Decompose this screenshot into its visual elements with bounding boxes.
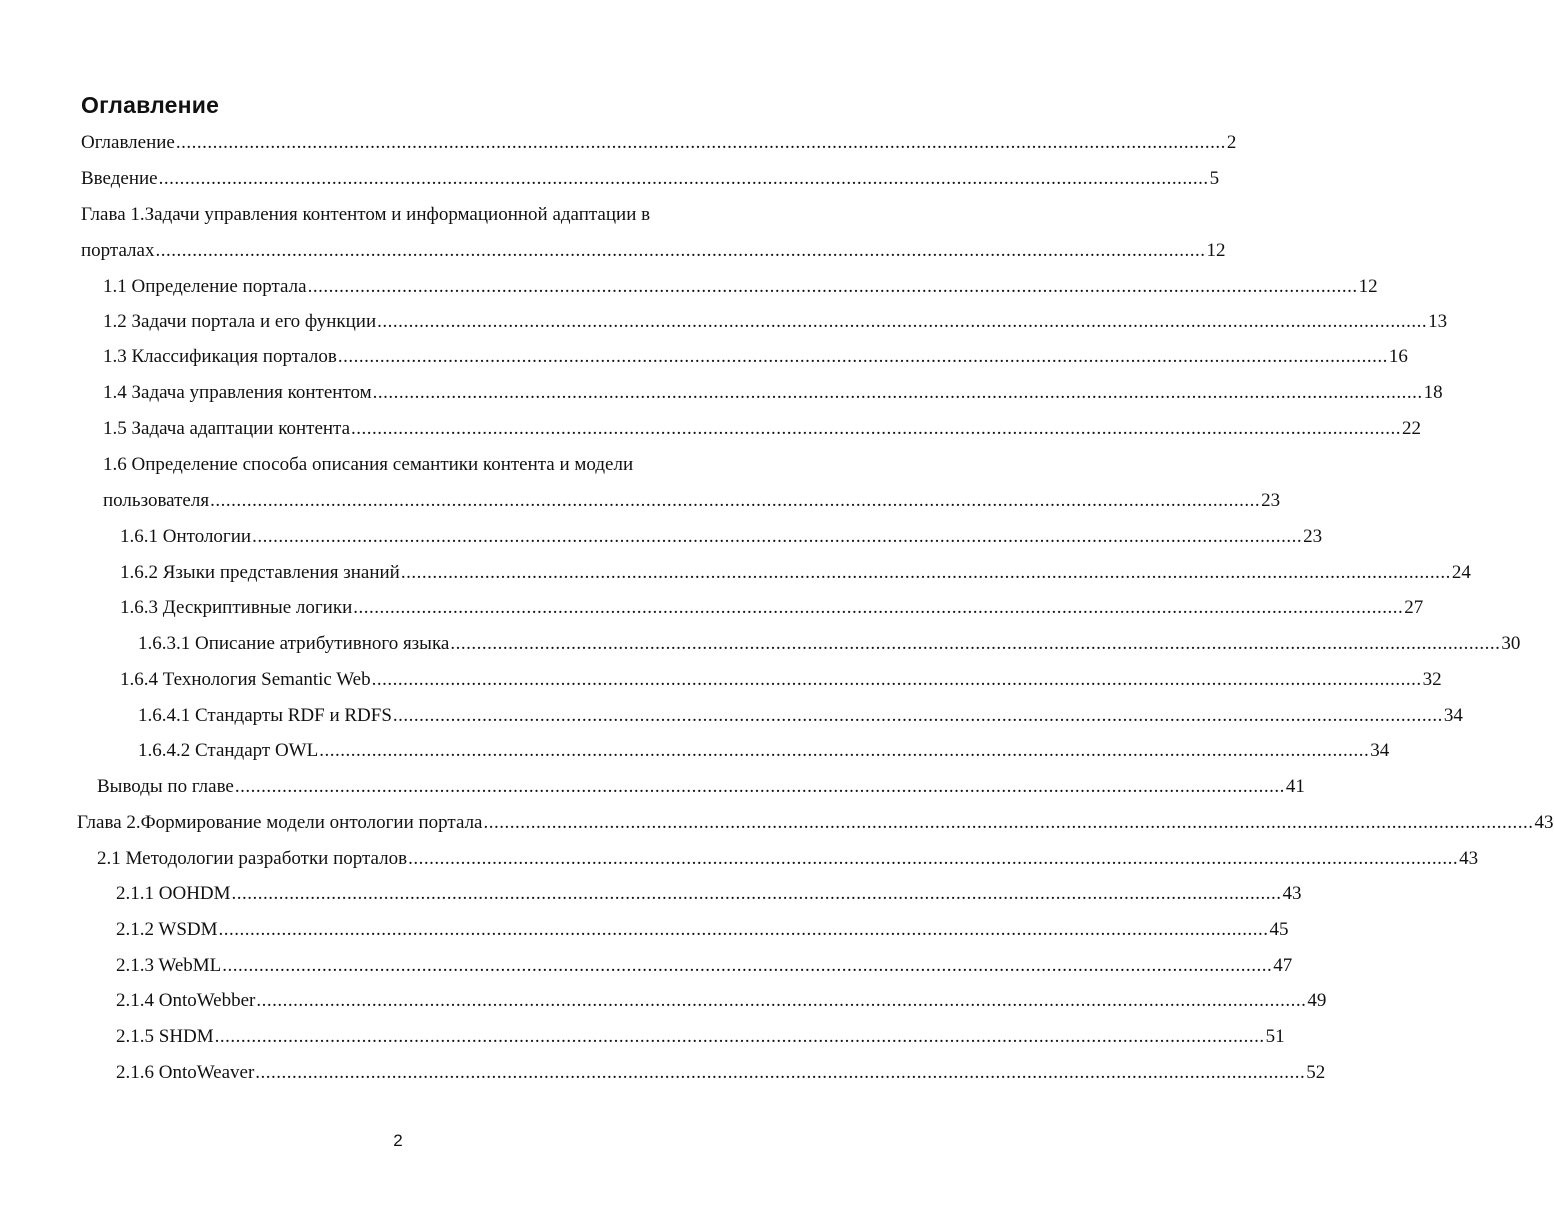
dot-leader: ........................................................................................................................................................................................................ [256, 990, 1307, 1011]
toc-entry-wrap-line: Глава 1.Задачи управления контентом и информационной адаптации в [81, 204, 651, 225]
dot-leader: ........................................................................................................................................................................................................ [353, 597, 1404, 618]
toc-entry-title: 1.6.3 Дескриптивные логики [120, 597, 353, 618]
toc-entry-title: Оглавление [81, 132, 175, 153]
toc-entry[interactable] [116, 881, 1302, 907]
toc-entry-page: 27 [1404, 597, 1424, 618]
toc-entry-page: 45 [1269, 919, 1289, 940]
toc-entry-page: 52 [1306, 1062, 1326, 1083]
toc-entry[interactable] [97, 846, 1479, 872]
toc-entry-title: 2.1.4 OntoWebber [116, 990, 256, 1011]
toc-entry-page: 16 [1388, 346, 1408, 367]
dot-leader: ........................................................................................................................................................................................................ [377, 311, 1428, 332]
toc-entry-title: 2.1.1 OOHDM [116, 883, 231, 904]
dot-leader: ........................................................................................................................................................................................................ [307, 276, 1358, 297]
toc-entry-page: 47 [1273, 955, 1293, 976]
toc-entry[interactable] [120, 667, 1442, 693]
dot-leader: ........................................................................................................................................................................................................ [175, 132, 1226, 153]
toc-entry-page: 13 [1428, 311, 1448, 332]
dot-leader: ........................................................................................................................................................................................................ [231, 883, 1282, 904]
dot-leader: ........................................................................................................................................................................................................ [400, 562, 1451, 583]
toc-entry-wrap-line: 1.6 Определение способа описания семантики контента и модели [103, 454, 634, 475]
toc-entry-page: 12 [1206, 240, 1226, 261]
dot-leader: ........................................................................................................................................................................................................ [319, 740, 1370, 761]
toc-entry[interactable] [120, 524, 1323, 550]
toc-entry[interactable] [116, 953, 1293, 979]
toc-entry-title: 1.6.1 Онтологии [120, 526, 252, 547]
toc-entry[interactable] [103, 274, 1378, 300]
dot-leader: ........................................................................................................................................................................................................ [255, 1062, 1306, 1083]
toc-entry-title: Введение [81, 168, 158, 189]
toc-entry-page: 22 [1402, 418, 1422, 439]
toc-entry-page: 34 [1370, 740, 1390, 761]
toc-entry-page: 51 [1265, 1026, 1285, 1047]
dot-leader: ........................................................................................................................................................................................................ [371, 669, 1422, 690]
toc-entry-title: 1.5 Задача адаптации контента [103, 418, 351, 439]
toc-entry[interactable] [138, 631, 1521, 657]
toc-entry-title: 2.1.2 WSDM [116, 919, 218, 940]
toc-entry-title: Глава 2.Формирование модели онтологии портала [77, 812, 483, 833]
toc-entry[interactable] [81, 130, 1237, 156]
dot-leader: ........................................................................................................................................................................................................ [483, 812, 1534, 833]
toc-entry-page: 18 [1423, 382, 1443, 403]
toc-entry-page: 24 [1451, 562, 1471, 583]
toc-entry-page: 12 [1358, 276, 1378, 297]
toc-entry-page: 41 [1285, 776, 1305, 797]
dot-leader: ........................................................................................................................................................................................................ [252, 526, 1303, 547]
dot-leader: ........................................................................................................................................................................................................ [210, 490, 1261, 511]
dot-leader: ........................................................................................................................................................................................................ [158, 168, 1209, 189]
toc-entry-title: 2.1.3 WebML [116, 955, 222, 976]
toc-entry[interactable] [116, 917, 1289, 943]
toc-entry[interactable] [120, 560, 1471, 586]
toc-entry-title: 1.1 Определение портала [103, 276, 307, 297]
toc-entry[interactable] [81, 238, 1226, 264]
toc-entry-title: 1.6.4.2 Стандарт OWL [138, 740, 319, 761]
toc-entry-title: Выводы по главе [97, 776, 234, 797]
toc-entry[interactable] [138, 738, 1390, 764]
toc-entry[interactable] [97, 774, 1305, 800]
toc-entry[interactable] [103, 380, 1443, 406]
dot-leader: ........................................................................................................................................................................................................ [234, 776, 1285, 797]
dot-leader: ........................................................................................................................................................................................................ [392, 705, 1443, 726]
page-title: Оглавление [81, 92, 220, 118]
toc-entry-page: 23 [1303, 526, 1323, 547]
toc-entry[interactable] [116, 988, 1327, 1014]
toc-entry-title: 1.6.3.1 Описание атрибутивного языка [138, 633, 450, 654]
dot-leader: ........................................................................................................................................................................................................ [222, 955, 1273, 976]
toc-entry[interactable] [116, 1024, 1285, 1050]
dot-leader: ........................................................................................................................................................................................................ [450, 633, 1501, 654]
toc-entry-title: 1.2 Задачи портала и его функции [103, 311, 377, 332]
dot-leader: ........................................................................................................................................................................................................ [408, 848, 1459, 869]
dot-leader: ........................................................................................................................................................................................................ [214, 1026, 1265, 1047]
toc-entry-page: 43 [1282, 883, 1302, 904]
toc-entry-page: 30 [1501, 633, 1521, 654]
toc-entry-title: 1.4 Задача управления контентом [103, 382, 372, 403]
toc-entry-title: порталах [81, 240, 155, 261]
toc-entry-title: 1.6.4.1 Стандарты RDF и RDFS [138, 705, 392, 726]
toc-entry-title: 1.3 Классификация порталов [103, 346, 337, 367]
toc-entry[interactable] [103, 488, 1281, 514]
toc-entry[interactable] [103, 309, 1448, 335]
toc-entry[interactable] [103, 344, 1408, 370]
toc-entry[interactable] [116, 1060, 1326, 1086]
dot-leader: ........................................................................................................................................................................................................ [351, 418, 1402, 439]
toc-entry-page: 43 [1534, 812, 1554, 833]
toc-entry-page: 32 [1422, 669, 1442, 690]
toc-entry[interactable] [103, 416, 1422, 442]
dot-leader: ........................................................................................................................................................................................................ [337, 346, 1388, 367]
toc-entry-title: 1.6.2 Языки представления знаний [120, 562, 400, 583]
toc-entry[interactable] [77, 810, 1554, 836]
dot-leader: ........................................................................................................................................................................................................ [155, 240, 1206, 261]
dot-leader: ........................................................................................................................................................................................................ [372, 382, 1423, 403]
toc-entry-page: 43 [1459, 848, 1479, 869]
toc-entry-page: 2 [1226, 132, 1237, 153]
page-number: 2 [393, 1131, 403, 1150]
toc-entry[interactable] [120, 595, 1424, 621]
toc-entry-title: 2.1.5 SHDM [116, 1026, 214, 1047]
toc-entry-title: 2.1 Методологии разработки порталов [97, 848, 408, 869]
toc-entry-title: 2.1.6 OntoWeaver [116, 1062, 255, 1083]
toc-entry-title: пользователя [103, 490, 210, 511]
toc-entry-page: 49 [1307, 990, 1327, 1011]
toc-entry[interactable] [138, 703, 1463, 729]
toc-entry-page: 5 [1209, 168, 1220, 189]
toc-entry-title: 1.6.4 Технология Semantic Web [120, 669, 371, 690]
toc-entry[interactable] [81, 166, 1220, 192]
toc-entry-page: 23 [1261, 490, 1281, 511]
toc-entry-page: 34 [1443, 705, 1463, 726]
dot-leader: ........................................................................................................................................................................................................ [218, 919, 1269, 940]
